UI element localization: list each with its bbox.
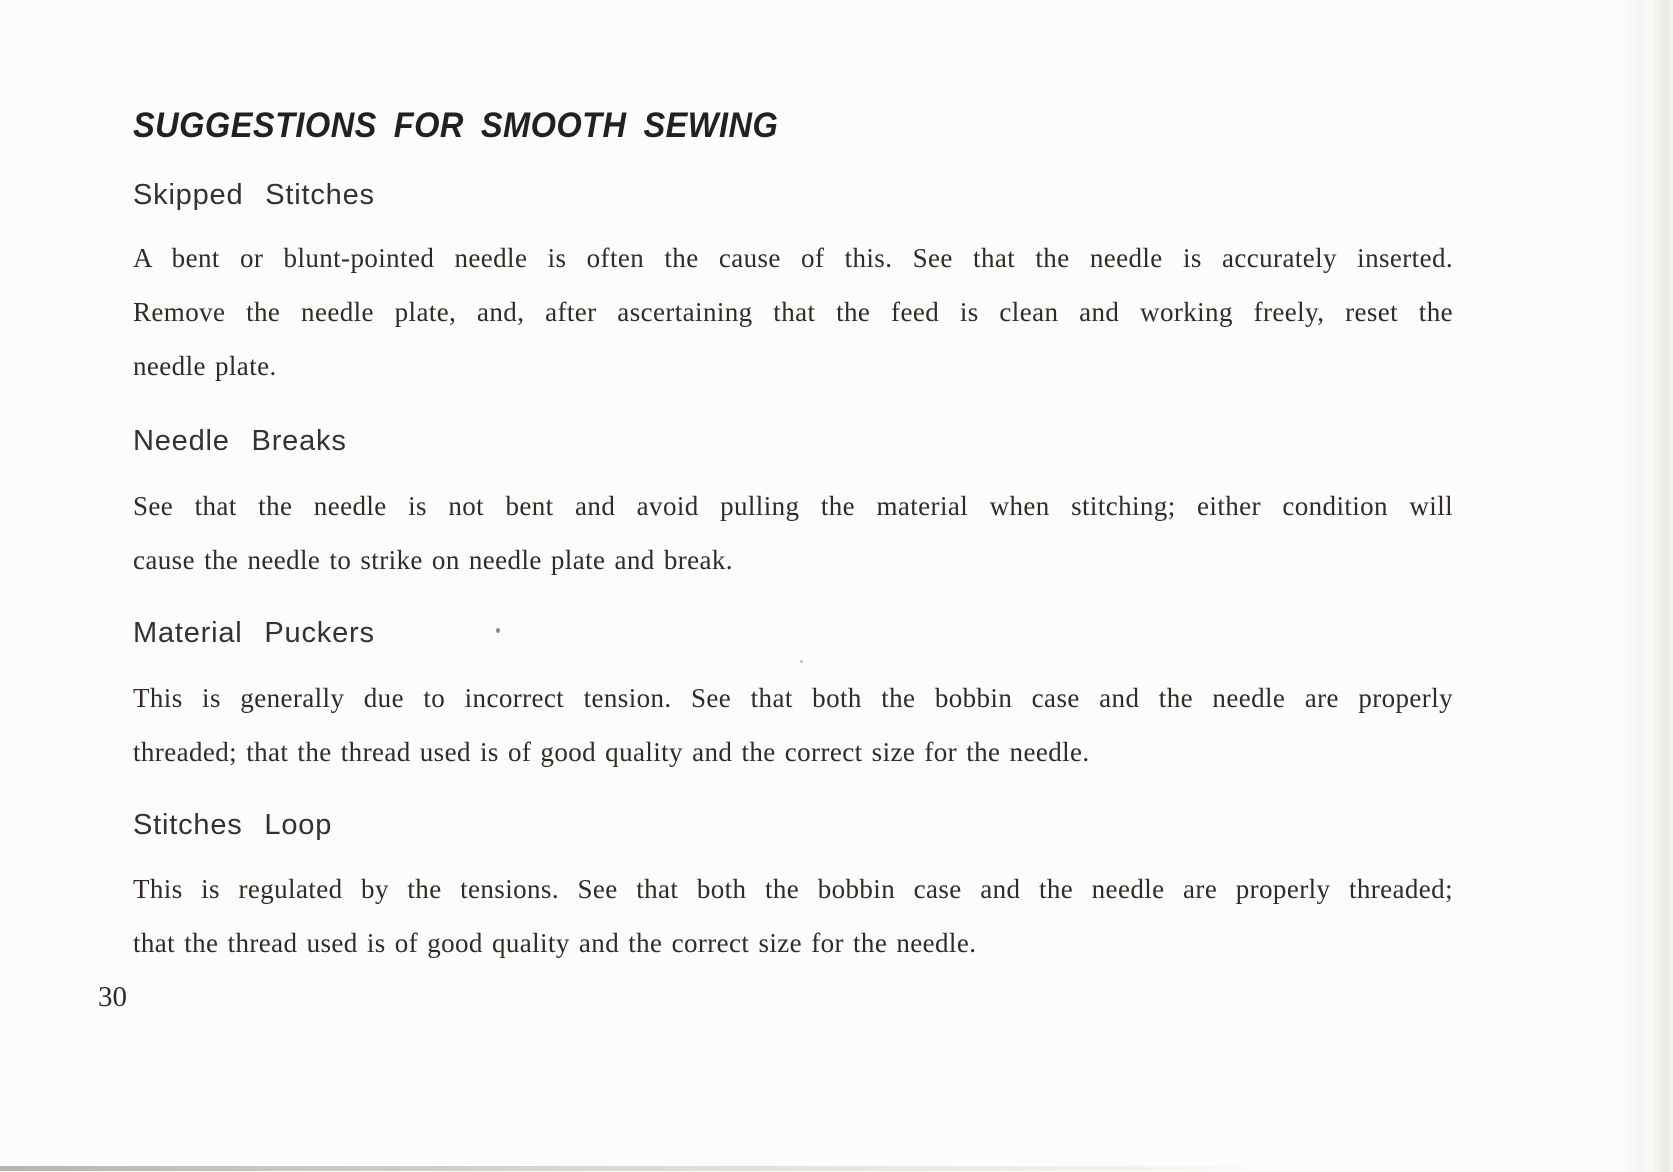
body-line: See that the needle is not bent and avoid pulling the material when stitching; either condition will: [133, 491, 1453, 521]
body-line: Remove the needle plate, and, after ascertaining that the feed is clean and working freely, reset the: [133, 297, 1453, 327]
scan-speck: [800, 660, 803, 663]
section-body-skipped-stitches: [133, 238, 1453, 400]
body-line: that the thread used is of good quality and the correct size for the needle.: [133, 928, 977, 958]
section-heading-material-puckers: Material Puckers: [133, 617, 375, 649]
body-line: threaded; that the thread used is of good quality and the correct size for the needle.: [133, 737, 1090, 767]
body-line: A bent or blunt-pointed needle is often the cause of this. See that the needle is accurately inserted.: [133, 243, 1453, 273]
section-heading-needle-breaks: Needle Breaks: [133, 425, 347, 457]
body-line: cause the needle to strike on needle plate and break.: [133, 545, 733, 575]
section-body-needle-breaks: [133, 486, 1453, 594]
page-number: 30: [98, 981, 127, 1013]
section-body-stitches-loop: [133, 869, 1453, 977]
section-heading-stitches-loop: Stitches Loop: [133, 809, 333, 841]
body-line: This is generally due to incorrect tension. See that both the bobbin case and the needle are properly: [133, 683, 1453, 713]
scanner-edge-line: [0, 1166, 1290, 1171]
body-line: needle plate.: [133, 351, 277, 381]
page-binding-shadow: [1621, 0, 1673, 1172]
body-line: This is regulated by the tensions. See that both the bobbin case and the needle are properly threaded;: [133, 874, 1453, 904]
section-body-material-puckers: [133, 678, 1453, 786]
page-title: SUGGESTIONS FOR SMOOTH SEWING: [133, 106, 779, 145]
section-heading-skipped-stitches: Skipped Stitches: [133, 179, 375, 211]
